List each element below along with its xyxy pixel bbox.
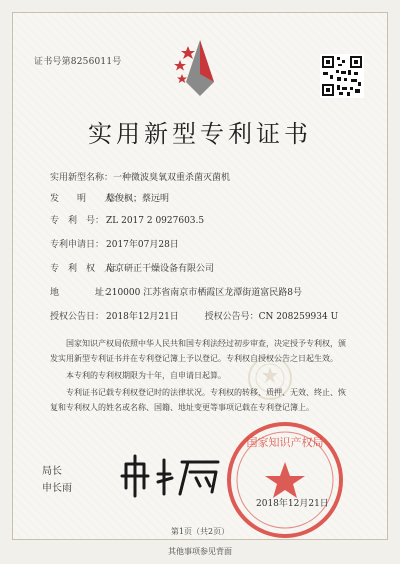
field-patent-no [50, 213, 204, 226]
field-name-label: 实用新型名称： [50, 173, 114, 183]
field-address-value: 210000 江苏省南京市栖霞区龙潭街道富民路8号 [106, 288, 302, 298]
handwritten-signature [118, 450, 238, 500]
certificate-title: 实用新型专利证书 [88, 120, 312, 148]
field-name-value: 一种微波臭氧双重杀菌灭菌机 [113, 173, 231, 183]
field-address-label: 地 址： [50, 288, 114, 298]
seal-text: 国家知识产权局 [246, 436, 324, 449]
field-inventor [50, 191, 169, 204]
qr-code-icon[interactable] [320, 54, 364, 98]
certificate-number: 证书号第8256011号 [34, 57, 122, 67]
field-patent-no-label: 专 利 号： [50, 216, 105, 226]
field-grant-date-value: 2018年12月21日 [106, 312, 179, 322]
field-patentee-label: 专 利 权 人： [50, 264, 123, 274]
field-patent-no-value: ZL 2017 2 0927603.5 [106, 216, 205, 226]
field-inventor-label: 发 明 人： [50, 194, 123, 204]
official-name: 申长雨 [42, 483, 72, 494]
official-seal-stamp [225, 420, 345, 540]
field-filing-date-label: 专利申请日： [50, 240, 105, 250]
field-filing-date [50, 237, 179, 250]
field-name [50, 170, 230, 183]
field-grant-date-label: 授权公告日： [50, 312, 105, 322]
field-grant-no-label: 授权公告号： [204, 312, 259, 322]
field-filing-date-value: 2017年07月28日 [106, 240, 179, 250]
field-inventor-value: 蔡俊枫；蔡远明 [106, 194, 170, 204]
field-grant [50, 309, 338, 322]
certificate-date: 2018年12月21日 [256, 499, 329, 509]
paragraph-2: 本专利的专利权期限为十年，自申请日起算。 [66, 371, 226, 380]
paragraph-1: 国家知识产权局依照中华人民共和国专利法经过初步审查，决定授予专利权，颁发实用新型专利证书并在专利登记簿上予以登记。专利权自授权公告之日起生效。 [50, 339, 346, 363]
field-grant-no-value: CN 208259934 U [258, 312, 339, 322]
paragraph-3: 专利证书记载专利权登记时的法律状况。专利权的转移、质押、无效、终止、恢复和专利权人的姓名或名称、国籍、地址变更等事项记载在专利登记簿上。 [50, 388, 346, 412]
cnipa-logo-icon [160, 34, 240, 104]
field-patentee-value: 南京研正干燥设备有限公司 [106, 264, 215, 274]
official-title: 局长 [42, 466, 62, 477]
field-patentee [50, 261, 214, 274]
field-address [50, 285, 302, 298]
back-note: 其他事项参见背面 [168, 547, 232, 556]
page-number: 第1页（共2页） [170, 527, 230, 536]
official-block [42, 463, 72, 497]
